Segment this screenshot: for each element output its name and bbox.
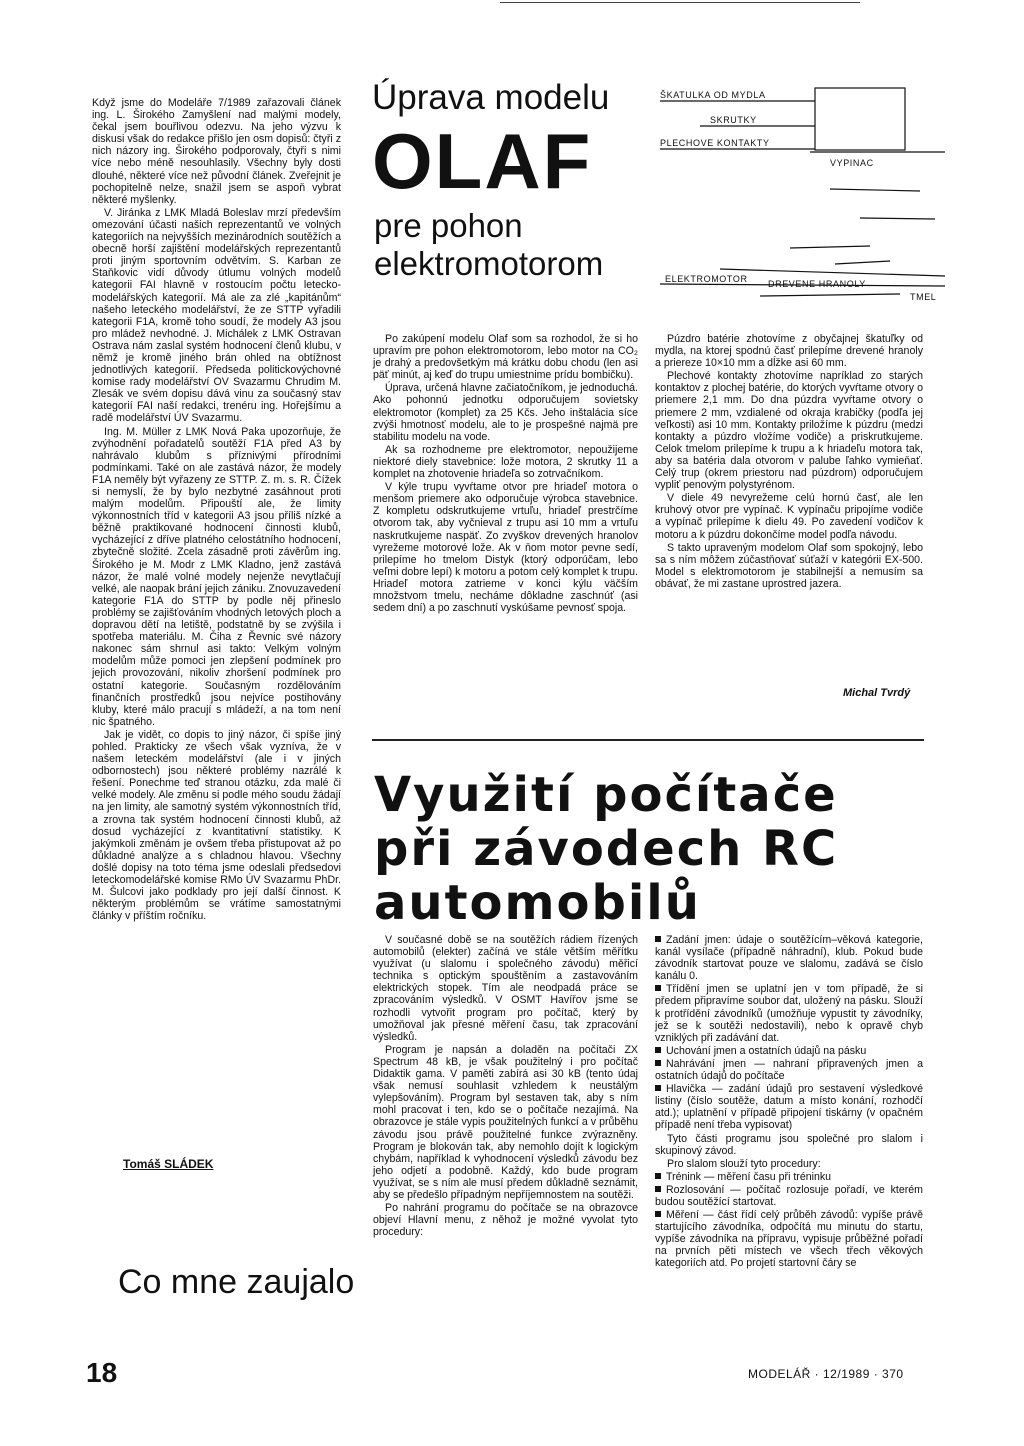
label-soap-box: ŠKATULKA OD MYDLA [660, 90, 766, 100]
paragraph: Púzdro batérie zhotovíme z obyčajnej škatuľky od mydla, na ktorej spodnú časť prilepíme drevené hranoly a priereze 10×10 mm a dĺžke asi 60 mm. [655, 333, 923, 370]
olaf-title-line4: elektromotorom [374, 245, 604, 282]
list-item: Rozlosování — počítač rozlosuje pořadí, ve kterém budou soutěžící startovat. [655, 1183, 923, 1208]
page-footer: MODELÁŘ · 12/1989 · 370 [748, 1367, 904, 1381]
paragraph: V kýle trupu vyvŕtame otvor pre hriadeľ motora o menšom priemere ako odporučuje výrobca stavebnice. Z kompletu odskrutkujeme vrtuľu, hriadeľ prestrčíme otvorom tak, aby vyčnieval z trupu asi 10 mm a vrtuľu naskrutkujeme naspäť. Zo zvyškov drevených hranolov vyrežeme motorové lože. Ak v ňom motor pevne sedí, prilepíme ho tmelom Distyk (ktorý odporúčam, lebo veľmi dobre lepí) k motoru a potom celý komplet k trupu. Hriadeľ motora zatrieme v konci kýlu väčším množstvom tmelu, necháme dôkladne zaschnúť (asi sedem dní) a po zaschnutí vyskúšame pevnosť spoja. [373, 481, 638, 615]
label-contacts: PLECHOVE KONTAKTY [660, 138, 770, 148]
paragraph: V. Jiránka z LMK Mladá Boleslav mrzí především omezování účasti našich reprezentantů ve volných kategoriích na nejvyšších mezinárodních soutěžích a obecně horší zajištění modelářských reprezentantů proti jiným sportovním odvětvím. S. Karban ze Staňkovic vidí důvody útlumu volných modelů kategorii FAI hlavně v rostoucím počtu leteckomodelářských kategorií. Má ale za zlé „kapitánům“ našeho leteckého modelářství, že ze STTP vyřadili kategorii F1A, kromě toho soudí, že modely A3 jsou pro mládež nevhodné. J. Michálek z LMK Ostravan Ostrava nám zaslal systém hodnocení členů klubu, v němž je kromě jiného brán ohled na obtížnost jednotlivých kategorií. Předseda politickovýchovné komise rady modelářství OV Svazarmu Chrudim M. Zlesák ve svém dopisu dává vinu za současný stav kategorií FAI naší redakci, trenéru ing. Hořejšímu a radě modelářství ÚV Svazarmu. [92, 206, 341, 425]
paragraph: V diele 49 nevyrežeme celú hornú časť, ale len kruhový otvor pre vypínač. K vypínaču pripojíme vodiče a vypínač prilepíme k dielu 49. Po zavedení vodičov k motoru a k púzdru dokončíme model podľa návodu. [655, 492, 923, 541]
olaf-title-line1: Úprava modelu [372, 78, 610, 117]
paragraph: Po zakúpení modelu Olaf som sa rozhodol, že si ho upravím pre pohon elektromotorom, lebo motor na CO₂ je drahý a predovšetkým má krátku dobu chodu (len asi päť minút, aj keď do trupu umiestnime prídu bombičku). [373, 333, 638, 382]
olaf-column-a [373, 333, 638, 615]
paragraph: Pro slalom slouží tyto procedury: [667, 1157, 821, 1170]
left-column-text [92, 97, 341, 923]
paragraph: Úprava, určená hlavne začiatočníkom, je jednoduchá. Ako pohonnú jednotku odporučujem sovietsky elektromotor (komplet) za 25 Kčs. Jeho inštalácia síce zvýši hmotnosť modelu, ale to je prospešné najmä pre stabilitu modelu na vode. [373, 382, 638, 443]
bullet-icon [655, 1060, 661, 1066]
olaf-title-line2: OLAF [372, 117, 593, 205]
article-divider [372, 739, 924, 741]
olaf-title-line3: pre pohon [374, 207, 523, 244]
list-item: Třídění jmen se uplatní jen v tom případě, že si předem připravíme soubor dat, uložený na pásku. Slouží k protřídění závodníků (umožňuje vypustit ty závodníky, jež se k soutěži nedostavili), nebo k opravě chyb vzniklých při zadávání dat. [655, 983, 923, 1044]
label-blocks: DREVENE HRANOLY [768, 279, 866, 289]
paragraph: Program je napsán a doladěn na počítači ZX Spectrum 48 kB, je však použitelný i pro počítač Didaktik gama. V paměti zabírá asi 30 kB (tento údaj však nemusí souhlasit vzhledem k neustálým vylepšováním). Program byl sestaven tak, aby s ním mohl pracovat i ten, kdo se o počítače nezajímá. Na obrazovce je stále vypis použitelných funkcí a v průběhu závodu jsou právě použitelné funkce zvýrazněny. Program je blokován tak, aby nemohlo dojít k logickým chybám, například k vyhodnocení výsledků závodu bez jeho odjetí a podobně. Každý, kdo bude program využívat, se s ním ale musí předem důkladně seznámit, aby se předešlo případným nepříjemnostem na soutěži. [373, 1043, 638, 1201]
label-switch: VYPINAC [830, 158, 874, 168]
paragraph: Po nahrání programu do počítače se na obrazovce objeví Hlavní menu, z něhož je možné vyvolat tyto procedury: [373, 1202, 638, 1239]
bullet-icon [655, 936, 661, 942]
list-item: Zadání jmen: údaje o soutěžícím–věková kategorie, kanál vysílače (případně náhradní), klub. Pokud bude závodník startovat pouze ve slalomu, zadává se číslo kanálu 0. [655, 934, 923, 983]
pc-column-b [655, 934, 923, 1271]
column-title: Co mne zaujalo [118, 1263, 355, 1301]
list-item: Měření — část řídí celý průběh závodů: vypíše právě startujícího závodníka, odpočítá mu minutu do startu, vypíše závodníka na přípravu, vypisuje průběžné pořadí na prvních pěti místech ve všech třech věkových kategoriích atd. Po projetí startovní čáry se [655, 1209, 923, 1270]
list-item: Hlavička — zadání údajů pro sestavení výsledkové listiny (číslo soutěže, datum a místo konání, rozhodčí atd.); uplatnění v případě připojení tiskárny (v opačném případě není třeba vypisovat) [655, 1083, 923, 1132]
bullet-icon [655, 1211, 661, 1217]
list-item: Uchování jmen a ostatních údajů na pásku [655, 1045, 923, 1057]
battery-box-diagram [660, 86, 950, 316]
label-screws: SKRUTKY [710, 115, 757, 125]
paragraph: S takto upraveným modelom Olaf som spokojný, lebo sa s ním môžem zúčastňovať súťaží v kategórii EX-500. Model s elektromotorom je stabilnejší a nemusím sa obávať, že mi zastane uprostred jazera. [655, 541, 923, 590]
paragraph: Plechové kontakty zhotovíme napríklad zo starých kontaktov z plochej batérie, do ktorých vyvŕtame otvory o priemere 2,1 mm. Do dna púzdra vyvŕtame otvory o priemere 2 mm, vzdialené od okraja krabičky (podľa jej veľkosti) asi 10 mm. Kontakty priložíme k púzdru (medzi kontakty a púzdro vložíme vodiče) a priskrutkujeme. Celok tmelom prilepíme k trupu a k hriadeľu motora tak, aby sa batéria dala otvorom v palube ľahko vymieňať. Celý trup (okrem priestoru nad púzdrom) odporučujem vypliť penovým polystyrénom. [655, 370, 923, 492]
label-putty: TMEL [910, 292, 937, 302]
paragraph: Ing. M. Müller z LMK Nová Paka upozorňuje, že zvýhodnění pořadatelů soutěží F1A před A3 by nahrávalo klubům s příznivými přírodními podmínkami. Také on ale zastává názor, že modely F1A neměly být vyřazeny ze STTP. Z. m. s. R. Čížek si nemyslí, že by bylo nezbytné zasáhnout proti malým modelům. Připouští ale, že limity výkonnostních tříd v kategorii A3 jsou příliš nízké a běžně praktikované hodnocení činnosti klubů, vycházející z dříve platného celostátního hodnocení, zbytečně složité. Zcela zásadně proti závěrům ing. Širokého je M. Modr z LMK Kladno, jenž zastává názor, že malé volné modely nejenže nevytlačují velké, ale naopak brání jejich zániku. Znovuzavedení kategorie F1A do STTP by podle něj přineslo problémy se zajišťováním vhodných letových ploch a dopravou dětí na letiště, podstatně by se zvýšila i spotřeba materiálu. M. Čiha z Řevnic své názory nakonec sám shrnul asi takto: Velkým volným modelům může pomoci jen zlepšení podmínek pro jejich provozování, nikoliv zhoršení podmínek pro ostatní kategorie. Současným rozdělováním finančních prostředků jsou nejvíce postihovány kluby, které málo pracují s mládeží, a na tom není nic špatného. [92, 425, 341, 728]
paragraph: V současné době se na soutěžích rádiem řízených automobilů (elekter) začíná ve stále větším měřítku využívat (u slalomu i společného závodu) měřicí technika s optickým spouštěním a zastavováním elektrických stopek. Tím ale neodpadá práce se zpracováním výsledků. V OSMT Havířov jsme se rozhodli vytvořit program pro počítač, který by umožňoval jak přesné měření času, tak zpracování výsledků. [373, 934, 638, 1043]
bullet-icon [655, 985, 661, 991]
olaf-author-signature: Michal Tvrdý [843, 687, 911, 699]
soap-box-shape [815, 88, 905, 150]
paragraph: Jak je vidět, co dopis to jiný názor, či spíše jiný pohled. Prakticky ze všech však vyzníva, že v našem leteckém modelářství (ale i v jiných odbornostech) jsou některé problémy nazrálé k řešení. Ponechme teď stranou otázku, zda malé či velké modely. Ale změnu si podle mého soudu žádají na jen limity, ale samotný systém výkonnostních tříd, a zrovna tak systém hodnocení činnosti klubů, až dosud vycházející z kvantitativní statistiky. K jakýmkoli změnám je ovšem třeba přistupovat až po důkladné analýze a s chladnou hlavou. Všechny došlé dopisy na toto téma jsme odeslali předsedovi leteckomodelářské komise RMo ÚV Svazarmu PhDr. M. Šulcovi jako podklady pro její další činnost. K některým problémům se vrátíme samostatnými články v příštím ročníku. [92, 728, 341, 923]
paragraph: Když jsme do Modeláře 7/1989 zařazovali článek ing. L. Širokého Zamyšlení nad malými modely, čekal jsem bouřlivou odezvu. Na jeho výzvu k diskusi však do redakce přišlo jen osm dopisů: čtyři z nich názory ing. Širokého podporovaly, čtyři s nimi více nebo méně nesouhlasily. Všechny byly dosti dlouhé, některé více než původní článek. Zveřejnit je pochopitelně nelze, snažil jsem se aspoň vybrat některé myšlenky. [92, 97, 341, 206]
olaf-column-b [655, 333, 923, 591]
top-rule [500, 2, 860, 3]
label-motor: ELEKTROMOTOR [665, 274, 748, 284]
bullet-icon [655, 1186, 661, 1192]
page-number: 18 [86, 1357, 118, 1388]
paragraph: Ak sa rozhodneme pre elektromotor, nepoužijeme niektoré diely stavebnice: lože motora, 2 skrutky 11 a komplet na zhotovenie hriadeľa so zotrvačníkom. [373, 443, 638, 481]
bullet-icon [655, 1047, 661, 1053]
author-signature: Tomáš SLÁDEK [123, 1157, 214, 1171]
list-item: Nahrávání jmen — nahraní připravených jmen a ostatních údajů do počítače [655, 1057, 923, 1083]
list-item: Trénink — měření času při tréninku [655, 1171, 923, 1183]
bullet-icon [655, 1173, 661, 1179]
bullet-icon [655, 1085, 661, 1091]
pc-column-a [373, 934, 638, 1239]
pc-article-title: Využití počítače při závodech RC automobilů [374, 767, 839, 931]
paragraph: Tyto části programu jsou společné pro slalom i skupinový závod. [655, 1132, 923, 1157]
